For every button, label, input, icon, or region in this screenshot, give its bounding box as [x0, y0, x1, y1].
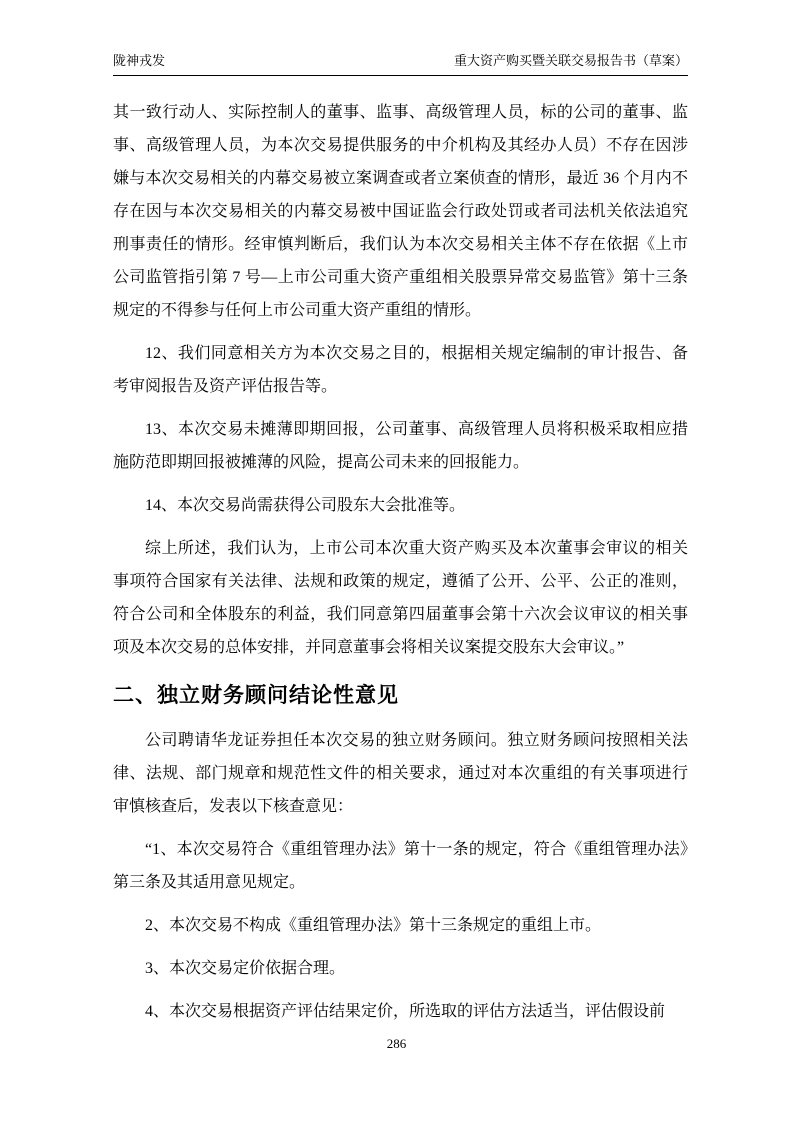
paragraph-advisor-intro: 公司聘请华龙证券担任本次交易的独立财务顾问。独立财务顾问按照相关法律、法规、部门规章和规范性文件的相关要求，通过对本次重组的有关事项进行审慎核查后，发表以下核查意见：: [113, 732, 688, 815]
page-number: 286: [386, 1036, 407, 1051]
paragraph-opinion-3: 3、本次交易定价依据合理。: [145, 960, 346, 977]
header-company-name: 陇神戎发: [113, 53, 166, 68]
section-heading: 二、独立财务顾问结论性意见: [113, 684, 399, 707]
document-body: [113, 96, 688, 1038]
paragraph-item-13: 13、本次交易未摊薄即期回报，公司董事、高级管理人员将积极采取相应措施防范即期回报被摊薄的风险，提高公司未来的回报能力。: [113, 421, 688, 471]
paragraph-opinion-2: 2、本次交易不构成《重组管理办法》第十三条规定的重组上市。: [145, 917, 602, 934]
page-header: [113, 52, 688, 76]
page-footer: [0, 1036, 793, 1052]
paragraph-opinion-4: 4、本次交易根据资产评估结果定价，所选取的评估方法适当，评估假设前: [145, 1003, 666, 1020]
header-report-title: 重大资产购买暨关联交易报告书（草案）: [453, 53, 688, 68]
paragraph-conclusion: 综上所述，我们认为，上市公司本次重大资产购买及本次董事会审议的相关事项符合国家有关法律、法规和政策的规定，遵循了公开、公平、公正的准则，符合公司和全体股东的利益，我们同意第四届董事会第十六次会议审议的相关事项及本次交易的总体安排，并同意董事会将相关议案提交股东大会审议。”: [113, 540, 688, 656]
paragraph-continuation: 其一致行动人、实际控制人的董事、监事、高级管理人员，标的公司的董事、监事、高级管理人员，为本次交易提供服务的中介机构及其经办人员）不存在因涉嫌与本次交易相关的内幕交易被立案调查或者立案侦查的情形，最近 36 个月内不存在因与本次交易相关的内幕交易被中国证监会行政处罚或者司法机关依法追究刑事责任的情形。经审慎判断后，我们认为本次交易相关主体不存在依据《上市公司监管指引第 7 号—上市公司重大资产重组相关股票异常交易监管》第十三条规定的不得参与任何上市公司重大资产重组的情形。: [113, 104, 688, 319]
paragraph-opinion-1: “1、本次交易符合《重组管理办法》第十一条的规定，符合《重组管理办法》第三条及其适用意见规定。: [113, 841, 688, 891]
paragraph-item-14: 14、本次交易尚需获得公司股东大会批准等。: [145, 497, 466, 514]
paragraph-item-12: 12、我们同意相关方为本次交易之目的，根据相关规定编制的审计报告、备考审阅报告及资产评估报告等。: [113, 345, 688, 395]
